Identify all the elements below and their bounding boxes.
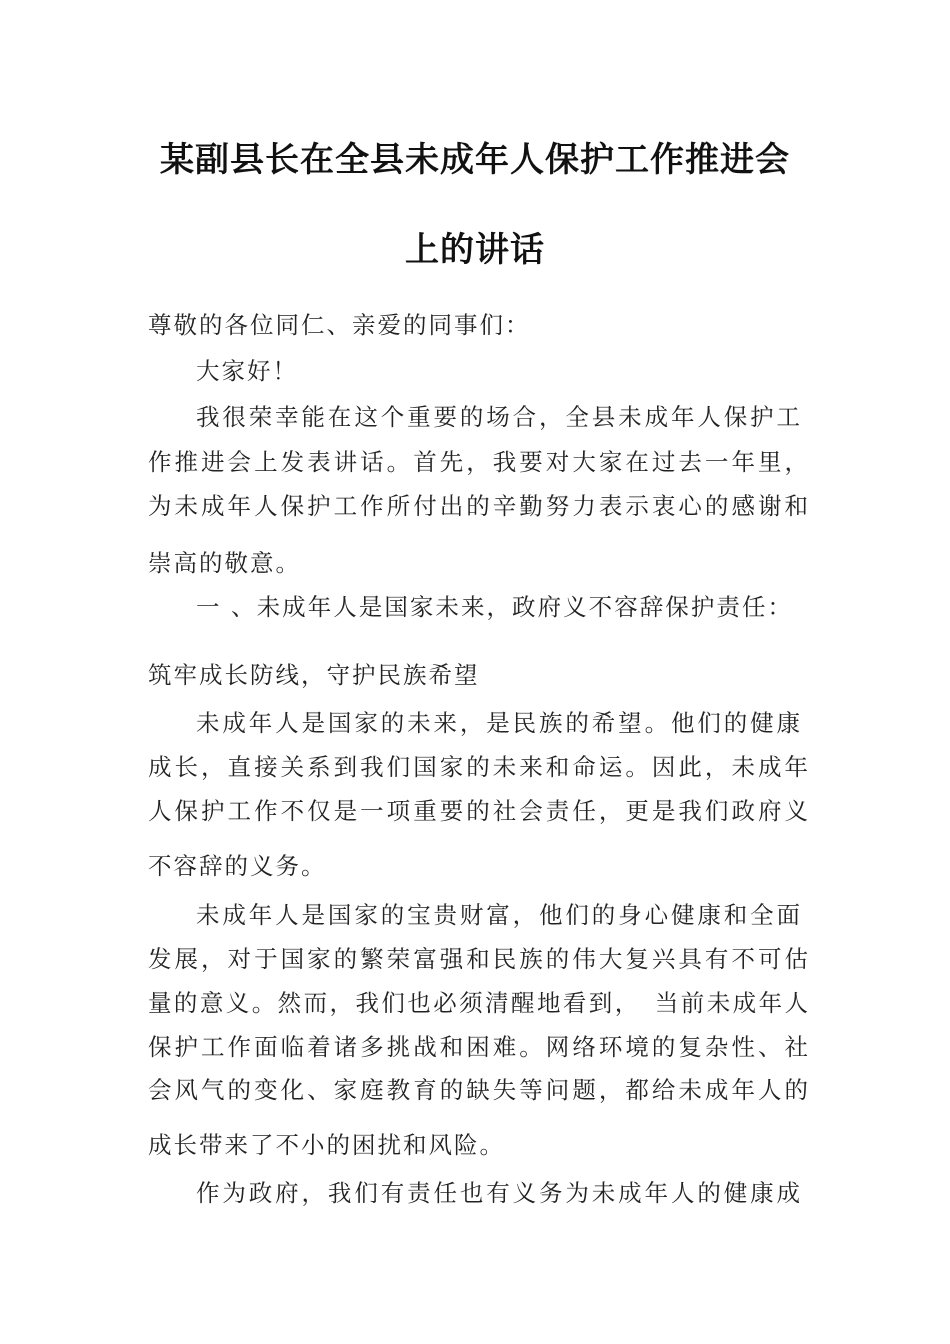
paragraph-line: 人保护工作不仅是一项重要的社会责任，更是我们政府义 xyxy=(148,797,808,825)
paragraph-line: 保护工作面临着诸多挑战和困难。网络环境的复杂性、社 xyxy=(148,1033,808,1061)
paragraph-line: 作推进会上发表讲话。首先，我要对大家在过去一年里， xyxy=(148,448,808,476)
paragraph-line: 量的意义。然而，我们也必须清醒地看到， 当前未成年人 xyxy=(148,989,808,1017)
document-title-line-2: 上的讲话 xyxy=(405,230,545,270)
section-heading-line-1: 一 、未成年人是国家未来，政府义不容辞保护责任： xyxy=(196,593,791,621)
paragraph-line: 作为政府，我们有责任也有义务为未成年人的健康成 xyxy=(196,1179,800,1207)
document-title-line-1: 某副县长在全县未成年人保护工作推进会 xyxy=(160,140,790,180)
greeting: 大家好！ xyxy=(196,357,298,385)
paragraph-line: 崇高的敬意。 xyxy=(148,549,301,577)
paragraph-line: 成长，直接关系到我们国家的未来和命运。因此，未成年 xyxy=(148,753,808,781)
paragraph-line: 成长带来了不小的困扰和风险。 xyxy=(148,1131,505,1159)
paragraph-line: 发展，对于国家的繁荣富强和民族的伟大复兴具有不可估 xyxy=(148,945,808,973)
paragraph-line: 不容辞的义务。 xyxy=(148,852,327,880)
section-heading-line-2: 筑牢成长防线，守护民族希望 xyxy=(148,661,480,689)
paragraph-line: 会风气的变化、家庭教育的缺失等问题，都给未成年人的 xyxy=(148,1076,808,1104)
salutation: 尊敬的各位同仁、亲爱的同事们： xyxy=(148,311,531,339)
paragraph-line: 我很荣幸能在这个重要的场合，全县未成年人保护工 xyxy=(196,403,800,431)
paragraph-line: 未成年人是国家的宝贵财富，他们的身心健康和全面 xyxy=(196,901,800,929)
paragraph-line: 为未成年人保护工作所付出的辛勤努力表示衷心的感谢和 xyxy=(148,492,808,520)
paragraph-line: 未成年人是国家的未来，是民族的希望。他们的健康 xyxy=(196,709,800,737)
